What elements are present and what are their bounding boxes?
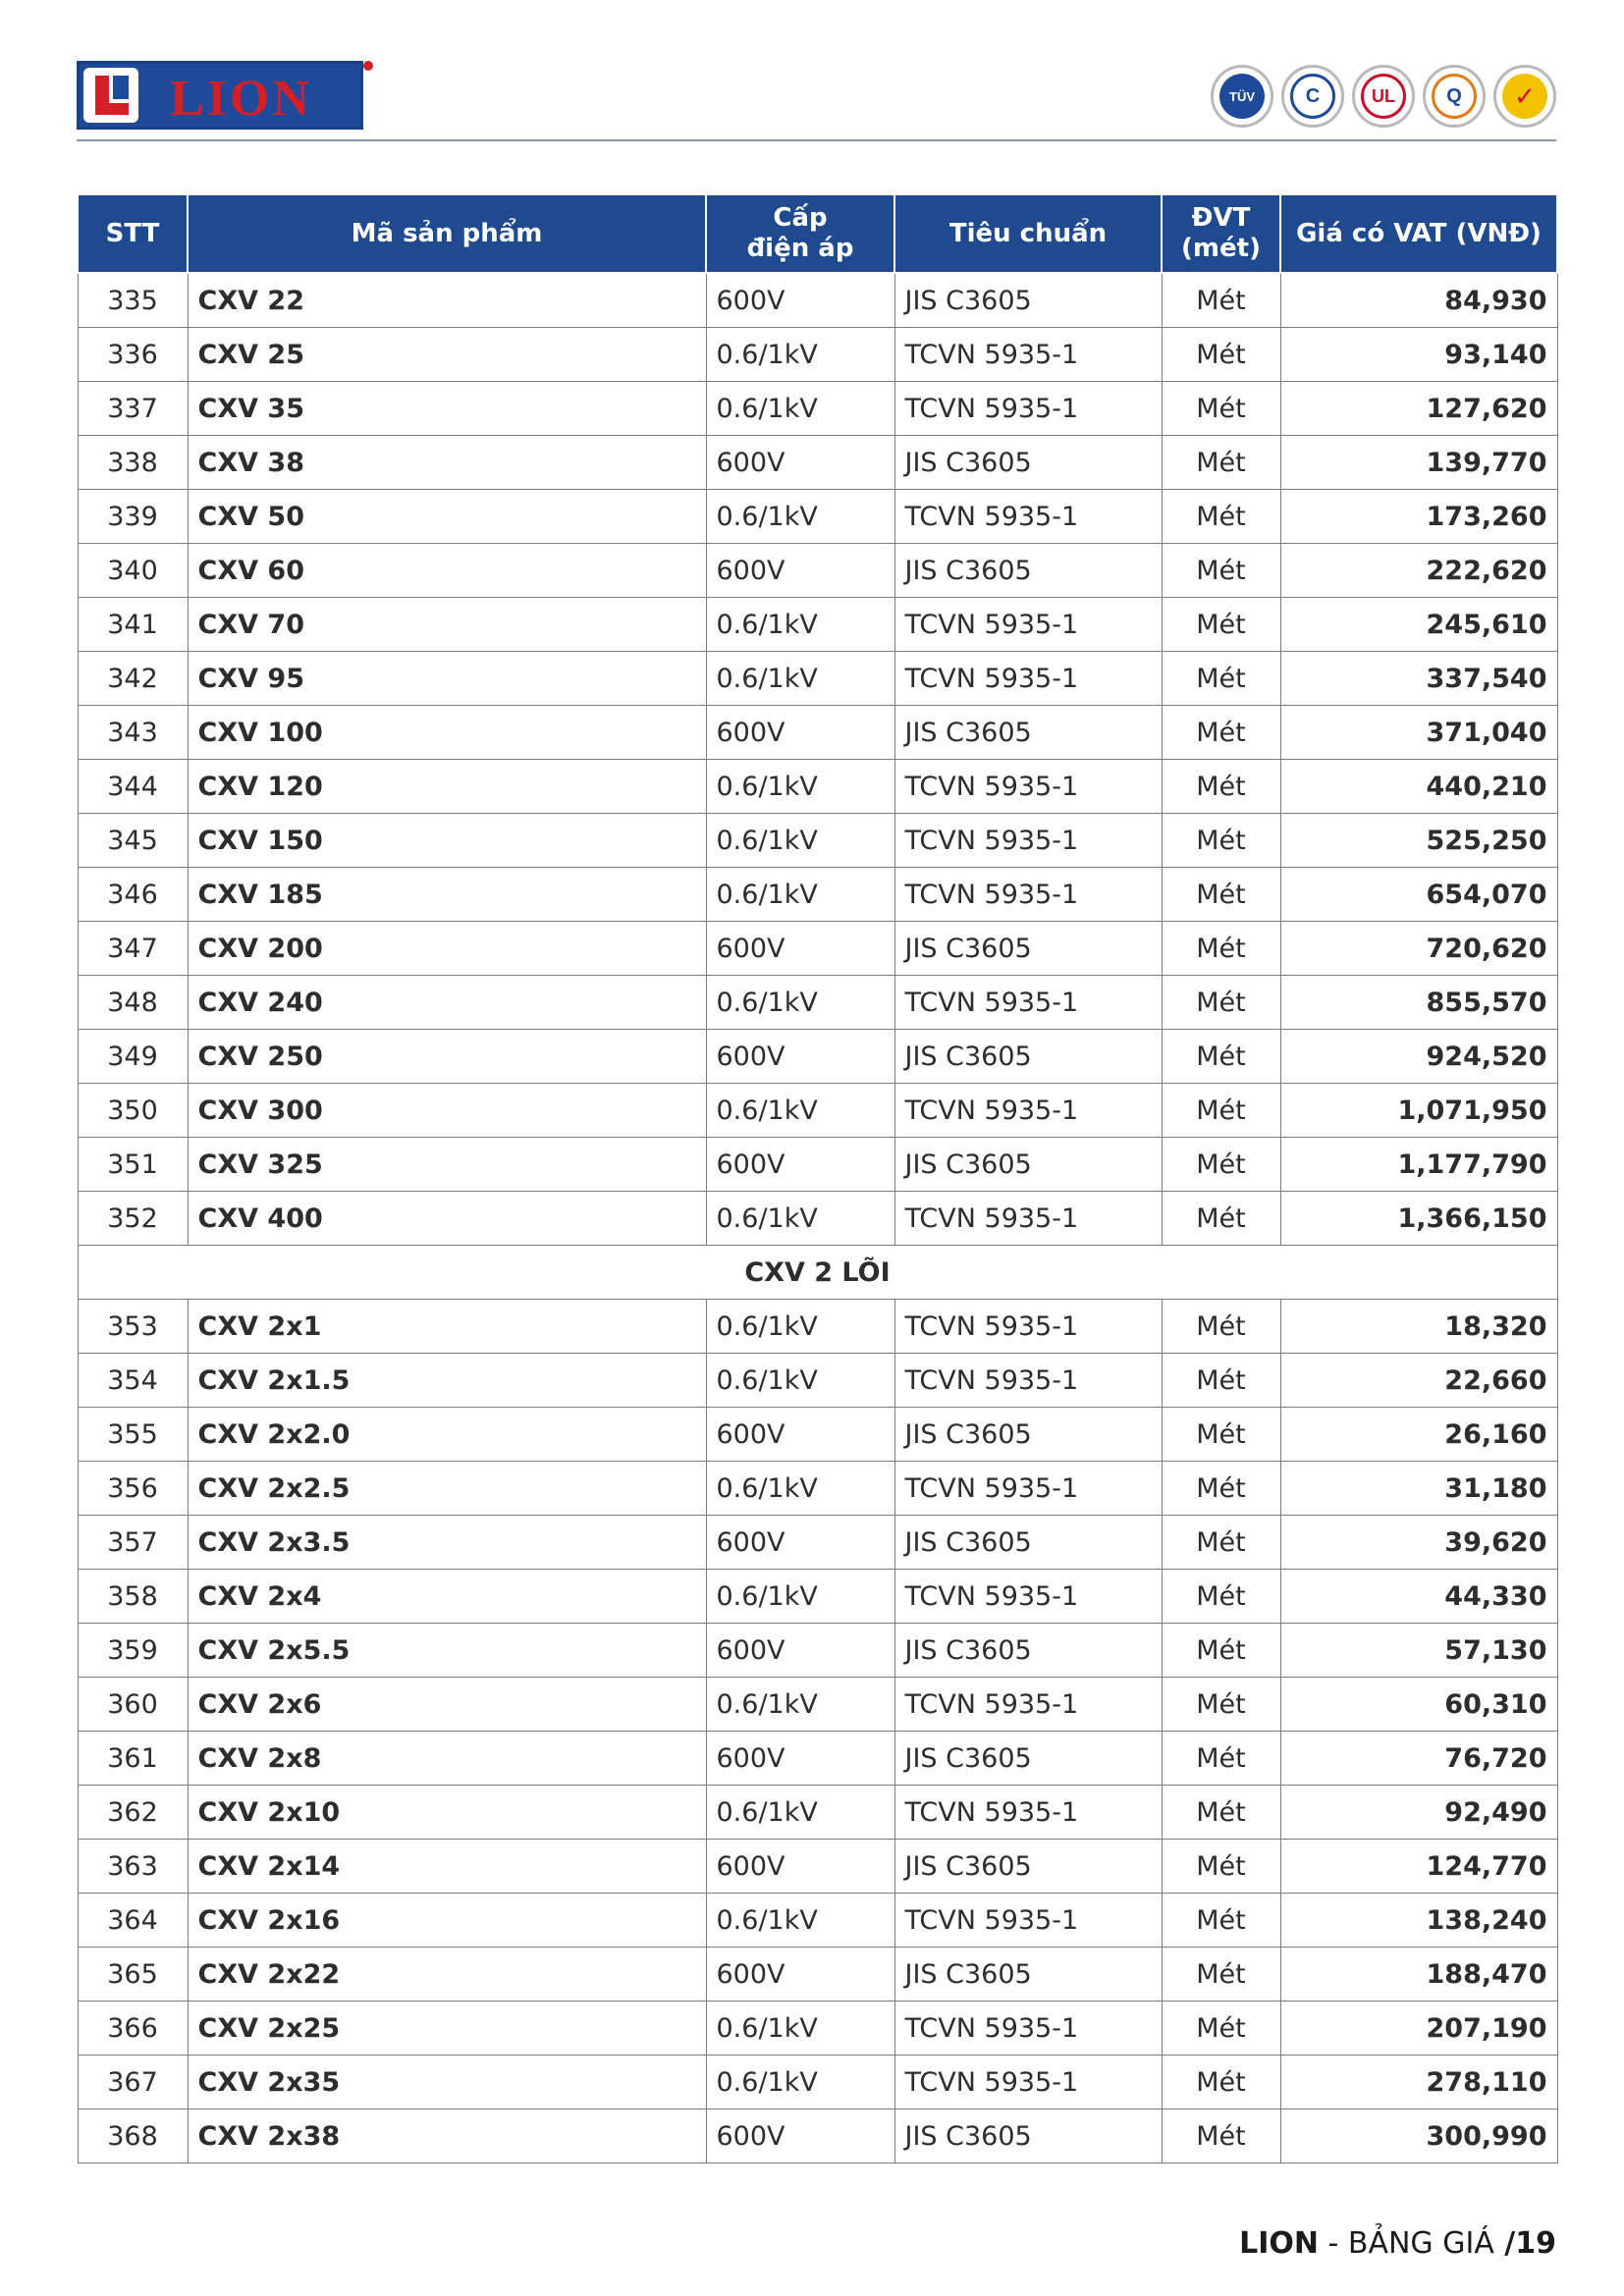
table-header-row: [78, 194, 1557, 273]
cell-price: 924,520: [1280, 1030, 1557, 1084]
cell-stt: 348: [78, 976, 188, 1030]
cell-stt: 367: [78, 2056, 188, 2109]
cell-code: CXV 35: [188, 382, 706, 436]
cell-price: 93,140: [1280, 328, 1557, 382]
table-body: [78, 273, 1557, 2163]
cell-voltage: 0.6/1kV: [706, 868, 894, 922]
cell-unit: Mét: [1162, 2056, 1280, 2109]
cell-stt: 357: [78, 1516, 188, 1570]
price-table: [77, 193, 1558, 2163]
cell-voltage: 600V: [706, 1732, 894, 1786]
cell-unit: Mét: [1162, 814, 1280, 868]
cell-standard: TCVN 5935-1: [894, 1462, 1162, 1516]
section-row: [78, 1246, 1557, 1300]
cell-price: 207,190: [1280, 2002, 1557, 2056]
cell-price: 300,990: [1280, 2109, 1557, 2163]
cell-standard: TCVN 5935-1: [894, 814, 1162, 868]
table-row: [78, 436, 1557, 490]
cell-voltage: 0.6/1kV: [706, 1084, 894, 1138]
cell-unit: Mét: [1162, 1354, 1280, 1408]
cell-price: 278,110: [1280, 2056, 1557, 2109]
cell-voltage: 600V: [706, 1408, 894, 1462]
cell-unit: Mét: [1162, 382, 1280, 436]
cell-unit: Mét: [1162, 868, 1280, 922]
cell-voltage: 0.6/1kV: [706, 1354, 894, 1408]
cell-voltage: 0.6/1kV: [706, 598, 894, 652]
cell-stt: 356: [78, 1462, 188, 1516]
cell-unit: Mét: [1162, 1138, 1280, 1192]
table-row: [78, 1354, 1557, 1408]
table-row: [78, 273, 1557, 328]
cell-stt: 360: [78, 1678, 188, 1732]
cell-standard: TCVN 5935-1: [894, 1570, 1162, 1624]
header-standard: Tiêu chuẩn: [894, 194, 1162, 273]
header-product-code: Mã sản phẩm: [188, 194, 706, 273]
cell-standard: TCVN 5935-1: [894, 1192, 1162, 1246]
cell-standard: TCVN 5935-1: [894, 1894, 1162, 1948]
cell-voltage: 600V: [706, 1138, 894, 1192]
cell-standard: TCVN 5935-1: [894, 490, 1162, 544]
table-row: [78, 1732, 1557, 1786]
cell-stt: 365: [78, 1948, 188, 2002]
cell-unit: Mét: [1162, 328, 1280, 382]
cell-unit: Mét: [1162, 490, 1280, 544]
cell-unit: Mét: [1162, 1084, 1280, 1138]
cell-price: 76,720: [1280, 1732, 1557, 1786]
cell-unit: Mét: [1162, 544, 1280, 598]
table-row: [78, 1462, 1557, 1516]
cell-code: CXV 60: [188, 544, 706, 598]
header-divider: [77, 139, 1556, 141]
cell-unit: Mét: [1162, 976, 1280, 1030]
cell-voltage: 600V: [706, 273, 894, 328]
cell-stt: 335: [78, 273, 188, 328]
cell-standard: JIS C3605: [894, 922, 1162, 976]
cell-stt: 359: [78, 1624, 188, 1678]
cell-unit: Mét: [1162, 1030, 1280, 1084]
cell-price: 188,470: [1280, 1948, 1557, 2002]
cell-price: 31,180: [1280, 1462, 1557, 1516]
cell-price: 124,770: [1280, 1840, 1557, 1894]
cell-standard: JIS C3605: [894, 1624, 1162, 1678]
cell-voltage: 0.6/1kV: [706, 382, 894, 436]
cell-code: CXV 2x16: [188, 1894, 706, 1948]
section-title: CXV 2 LÕI: [78, 1246, 1557, 1300]
cell-stt: 366: [78, 2002, 188, 2056]
cell-standard: TCVN 5935-1: [894, 1084, 1162, 1138]
header-unit: ĐVT (mét): [1162, 194, 1280, 273]
cell-unit: Mét: [1162, 1894, 1280, 1948]
cell-standard: JIS C3605: [894, 1516, 1162, 1570]
cell-stt: 346: [78, 868, 188, 922]
table-row: [78, 2002, 1557, 2056]
cell-standard: TCVN 5935-1: [894, 2056, 1162, 2109]
cell-standard: TCVN 5935-1: [894, 868, 1162, 922]
cell-code: CXV 2x22: [188, 1948, 706, 2002]
cell-unit: Mét: [1162, 760, 1280, 814]
cell-price: 127,620: [1280, 382, 1557, 436]
cell-stt: 361: [78, 1732, 188, 1786]
tuv-cert-icon: TÜV: [1211, 65, 1273, 128]
header-stt: STT: [78, 194, 188, 273]
cell-standard: JIS C3605: [894, 706, 1162, 760]
cell-standard: JIS C3605: [894, 1732, 1162, 1786]
cell-stt: 344: [78, 760, 188, 814]
cell-code: CXV 2x2.0: [188, 1408, 706, 1462]
table-row: [78, 2056, 1557, 2109]
cell-standard: JIS C3605: [894, 1030, 1162, 1084]
cell-price: 84,930: [1280, 273, 1557, 328]
cell-unit: Mét: [1162, 1192, 1280, 1246]
cell-code: CXV 50: [188, 490, 706, 544]
cell-standard: TCVN 5935-1: [894, 652, 1162, 706]
table-row: [78, 1948, 1557, 2002]
table-row: [78, 976, 1557, 1030]
cell-code: CXV 2x10: [188, 1786, 706, 1840]
cell-unit: Mét: [1162, 652, 1280, 706]
cell-price: 1,177,790: [1280, 1138, 1557, 1192]
cell-price: 18,320: [1280, 1300, 1557, 1354]
cell-price: 1,366,150: [1280, 1192, 1557, 1246]
cell-voltage: 0.6/1kV: [706, 1678, 894, 1732]
table-row: [78, 1678, 1557, 1732]
cell-unit: Mét: [1162, 598, 1280, 652]
page-header: [77, 57, 1556, 143]
cell-stt: 345: [78, 814, 188, 868]
cell-code: CXV 2x3.5: [188, 1516, 706, 1570]
cell-code: CXV 150: [188, 814, 706, 868]
quatest-cert-icon: Q: [1423, 65, 1486, 128]
cell-standard: TCVN 5935-1: [894, 976, 1162, 1030]
table-row: [78, 922, 1557, 976]
cell-voltage: 0.6/1kV: [706, 1462, 894, 1516]
cell-standard: JIS C3605: [894, 544, 1162, 598]
cell-voltage: 0.6/1kV: [706, 814, 894, 868]
cell-code: CXV 2x14: [188, 1840, 706, 1894]
cell-stt: 358: [78, 1570, 188, 1624]
footer-brand: LION: [1239, 2226, 1319, 2261]
cell-code: CXV 70: [188, 598, 706, 652]
cell-unit: Mét: [1162, 1948, 1280, 2002]
cell-code: CXV 38: [188, 436, 706, 490]
cell-stt: 350: [78, 1084, 188, 1138]
cell-code: CXV 2x38: [188, 2109, 706, 2163]
table-row: [78, 814, 1557, 868]
table-row: [78, 1408, 1557, 1462]
cell-price: 525,250: [1280, 814, 1557, 868]
cell-price: 440,210: [1280, 760, 1557, 814]
certification-badges: [1211, 65, 1556, 130]
cell-voltage: 0.6/1kV: [706, 760, 894, 814]
table-row: [78, 760, 1557, 814]
table-row: [78, 706, 1557, 760]
cell-voltage: 0.6/1kV: [706, 1570, 894, 1624]
cell-voltage: 0.6/1kV: [706, 1786, 894, 1840]
cell-price: 60,310: [1280, 1678, 1557, 1732]
cell-voltage: 0.6/1kV: [706, 2056, 894, 2109]
cell-price: 720,620: [1280, 922, 1557, 976]
cell-stt: 338: [78, 436, 188, 490]
cell-code: CXV 2x8: [188, 1732, 706, 1786]
cell-code: CXV 25: [188, 328, 706, 382]
table-row: [78, 1516, 1557, 1570]
cell-unit: Mét: [1162, 1732, 1280, 1786]
table-row: [78, 1894, 1557, 1948]
cell-voltage: 0.6/1kV: [706, 490, 894, 544]
cell-stt: 368: [78, 2109, 188, 2163]
cell-standard: JIS C3605: [894, 1840, 1162, 1894]
cell-standard: TCVN 5935-1: [894, 328, 1162, 382]
cell-price: 337,540: [1280, 652, 1557, 706]
cell-standard: JIS C3605: [894, 436, 1162, 490]
cell-standard: JIS C3605: [894, 1408, 1162, 1462]
table-row: [78, 1192, 1557, 1246]
cell-unit: Mét: [1162, 1624, 1280, 1678]
table-row: [78, 328, 1557, 382]
cell-standard: JIS C3605: [894, 1138, 1162, 1192]
cell-code: CXV 2x1.5: [188, 1354, 706, 1408]
cell-price: 222,620: [1280, 544, 1557, 598]
cell-standard: TCVN 5935-1: [894, 1678, 1162, 1732]
cell-voltage: 600V: [706, 922, 894, 976]
cell-unit: Mét: [1162, 922, 1280, 976]
cell-unit: Mét: [1162, 1786, 1280, 1840]
cell-voltage: 0.6/1kV: [706, 2002, 894, 2056]
cell-code: CXV 2x6: [188, 1678, 706, 1732]
cell-stt: 364: [78, 1894, 188, 1948]
cell-unit: Mét: [1162, 706, 1280, 760]
cell-stt: 336: [78, 328, 188, 382]
cell-standard: TCVN 5935-1: [894, 1354, 1162, 1408]
cell-standard: TCVN 5935-1: [894, 1300, 1162, 1354]
footer-title: BẢNG GIÁ: [1347, 2226, 1494, 2261]
cell-standard: TCVN 5935-1: [894, 760, 1162, 814]
table-row: [78, 1030, 1557, 1084]
cell-code: CXV 200: [188, 922, 706, 976]
lion-l-mark-icon: [83, 68, 138, 123]
table-row: [78, 1138, 1557, 1192]
cell-stt: 347: [78, 922, 188, 976]
cell-voltage: 0.6/1kV: [706, 1300, 894, 1354]
cell-price: 654,070: [1280, 868, 1557, 922]
table-row: [78, 1300, 1557, 1354]
cell-stt: 342: [78, 652, 188, 706]
cell-price: 57,130: [1280, 1624, 1557, 1678]
cell-code: CXV 100: [188, 706, 706, 760]
jas-anz-cert-icon: C: [1281, 65, 1344, 128]
cell-price: 245,610: [1280, 598, 1557, 652]
cell-stt: 353: [78, 1300, 188, 1354]
cell-voltage: 0.6/1kV: [706, 976, 894, 1030]
cell-price: 44,330: [1280, 1570, 1557, 1624]
cell-price: 138,240: [1280, 1894, 1557, 1948]
cell-voltage: 600V: [706, 706, 894, 760]
table-row: [78, 868, 1557, 922]
table-row: [78, 1624, 1557, 1678]
cell-code: CXV 2x35: [188, 2056, 706, 2109]
cell-standard: TCVN 5935-1: [894, 598, 1162, 652]
cell-price: 1,071,950: [1280, 1084, 1557, 1138]
cell-standard: JIS C3605: [894, 1948, 1162, 2002]
cell-unit: Mét: [1162, 2109, 1280, 2163]
cell-standard: TCVN 5935-1: [894, 2002, 1162, 2056]
cell-price: 855,570: [1280, 976, 1557, 1030]
cell-code: CXV 120: [188, 760, 706, 814]
cell-voltage: 600V: [706, 1624, 894, 1678]
cell-code: CXV 22: [188, 273, 706, 328]
lion-logo: [77, 61, 363, 130]
cell-stt: 349: [78, 1030, 188, 1084]
cell-standard: TCVN 5935-1: [894, 1786, 1162, 1840]
cell-voltage: 600V: [706, 2109, 894, 2163]
cell-stt: 340: [78, 544, 188, 598]
cell-unit: Mét: [1162, 273, 1280, 328]
table-row: [78, 382, 1557, 436]
cell-price: 26,160: [1280, 1408, 1557, 1462]
logo-text: LION: [170, 71, 312, 127]
page-number: /19: [1493, 2226, 1556, 2261]
table-row: [78, 598, 1557, 652]
cell-voltage: 0.6/1kV: [706, 1894, 894, 1948]
cell-code: CXV 2x2.5: [188, 1462, 706, 1516]
table-row: [78, 1570, 1557, 1624]
cell-stt: 355: [78, 1408, 188, 1462]
table-row: [78, 652, 1557, 706]
cell-unit: Mét: [1162, 1678, 1280, 1732]
ul-cert-icon: UL: [1352, 65, 1415, 128]
cell-stt: 339: [78, 490, 188, 544]
cell-stt: 337: [78, 382, 188, 436]
cell-voltage: 0.6/1kV: [706, 328, 894, 382]
table-row: [78, 1786, 1557, 1840]
cell-voltage: 600V: [706, 1948, 894, 2002]
cell-price: 173,260: [1280, 490, 1557, 544]
table-row: [78, 544, 1557, 598]
cell-unit: Mét: [1162, 2002, 1280, 2056]
cell-voltage: 600V: [706, 436, 894, 490]
cell-stt: 341: [78, 598, 188, 652]
cell-stt: 343: [78, 706, 188, 760]
cell-unit: Mét: [1162, 1840, 1280, 1894]
header-voltage: Cấp điện áp: [706, 194, 894, 273]
cell-unit: Mét: [1162, 1516, 1280, 1570]
registered-mark-icon: [363, 61, 373, 71]
cell-code: CXV 400: [188, 1192, 706, 1246]
cell-code: CXV 2x4: [188, 1570, 706, 1624]
cell-voltage: 0.6/1kV: [706, 1192, 894, 1246]
cell-standard: TCVN 5935-1: [894, 382, 1162, 436]
cell-stt: 351: [78, 1138, 188, 1192]
cell-voltage: 0.6/1kV: [706, 652, 894, 706]
cell-code: CXV 240: [188, 976, 706, 1030]
table-row: [78, 1084, 1557, 1138]
table-row: [78, 1840, 1557, 1894]
cell-voltage: 600V: [706, 1840, 894, 1894]
cell-unit: Mét: [1162, 436, 1280, 490]
vietnam-quality-cert-icon: ✓: [1493, 65, 1556, 128]
cell-voltage: 600V: [706, 1030, 894, 1084]
cell-code: CXV 2x1: [188, 1300, 706, 1354]
cell-code: CXV 300: [188, 1084, 706, 1138]
cell-standard: JIS C3605: [894, 273, 1162, 328]
cell-code: CXV 2x5.5: [188, 1624, 706, 1678]
cell-price: 371,040: [1280, 706, 1557, 760]
cell-unit: Mét: [1162, 1408, 1280, 1462]
cell-voltage: 600V: [706, 544, 894, 598]
cell-price: 22,660: [1280, 1354, 1557, 1408]
cell-price: 139,770: [1280, 436, 1557, 490]
cell-stt: 352: [78, 1192, 188, 1246]
cell-price: 39,620: [1280, 1516, 1557, 1570]
cell-voltage: 600V: [706, 1516, 894, 1570]
cell-unit: Mét: [1162, 1462, 1280, 1516]
header-price: Giá có VAT (VNĐ): [1280, 194, 1557, 273]
table-row: [78, 2109, 1557, 2163]
cell-standard: JIS C3605: [894, 2109, 1162, 2163]
cell-stt: 354: [78, 1354, 188, 1408]
cell-code: CXV 185: [188, 868, 706, 922]
cell-stt: 362: [78, 1786, 188, 1840]
cell-code: CXV 325: [188, 1138, 706, 1192]
cell-code: CXV 95: [188, 652, 706, 706]
cell-code: CXV 250: [188, 1030, 706, 1084]
table-row: [78, 490, 1557, 544]
cell-price: 92,490: [1280, 1786, 1557, 1840]
page-footer: LION - BẢNG GIÁ /19: [1239, 2226, 1556, 2261]
cell-unit: Mét: [1162, 1570, 1280, 1624]
cell-unit: Mét: [1162, 1300, 1280, 1354]
cell-stt: 363: [78, 1840, 188, 1894]
cell-code: CXV 2x25: [188, 2002, 706, 2056]
